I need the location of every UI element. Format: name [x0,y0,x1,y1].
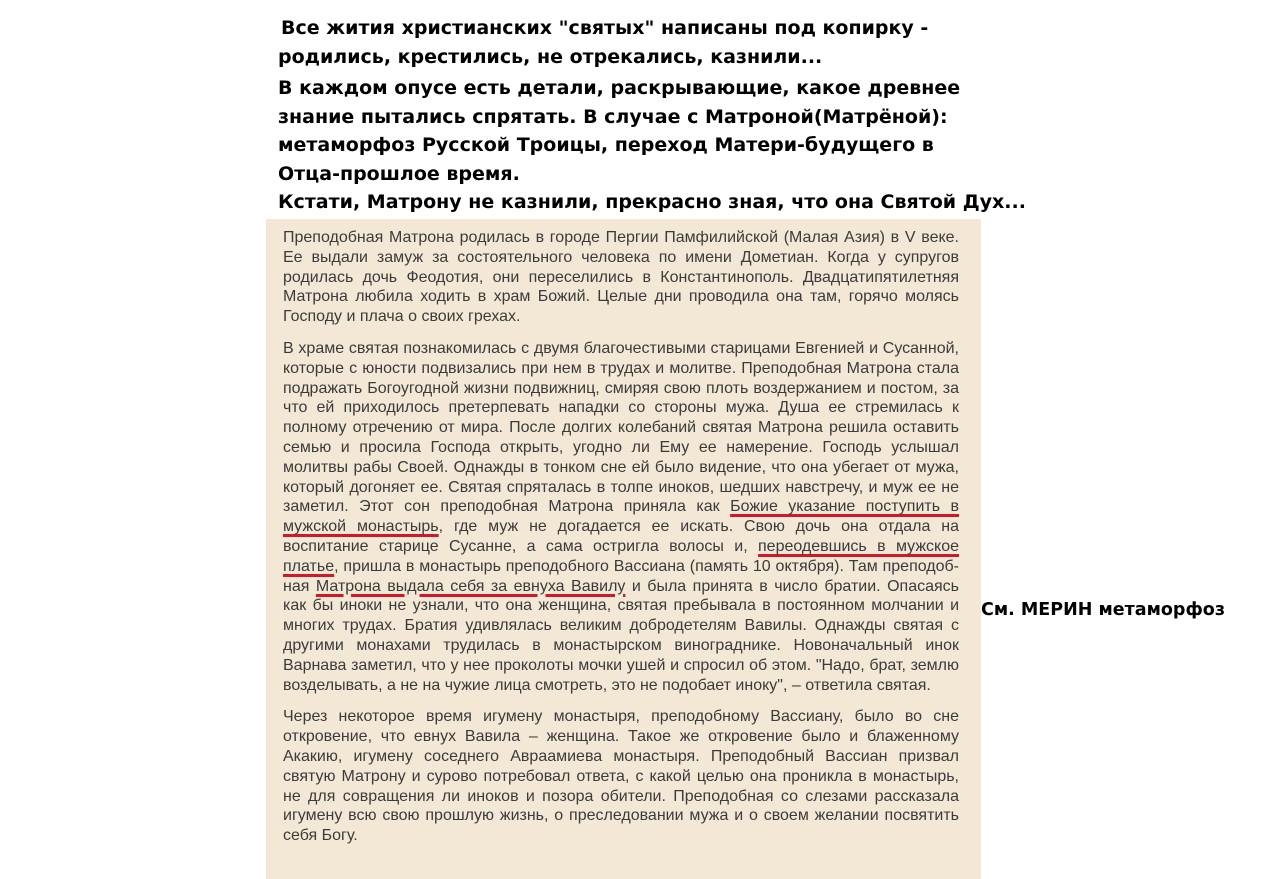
caption-line: Кстати, Матрону не казнили, прекрасно зная, что она Святой Дух... [278,191,1026,213]
highlight-underline: переодевшись в мужское платье [283,537,959,575]
caption-line: знание пытались спрятать. В случае с Матроной(Матрёной): [278,105,948,128]
text-span: В храме святая познакомилась с двумя благочестивыми старицами Евгенией и Сусанной, которые с юности подвизались при нем в трудах и молитве. Преподобная Матрона стала подражать Богоугодной жизни подвижниц, смиряя свою плоть воздержанием и постом, за что ей приходилось претерпевать нападки со стороны мужа. Душа ее стремилась к полному отречению от мира. После долгих колебаний святая Матрона решила оставить семью и просила Господа открыть, угодно ли Ему ее намерение. Господь услышал молитвы рабы Своей. Однажды в тонком сне ей было видение, что она убегает от мужа, который догоняет ее. Святая спряталась в толпе иноков, шедших навстречу, и муж ее не заметил. Этот сон преподобная Матрона приняла как [283,339,959,516]
highlight-underline: Божие указание поступить в мужской монастырь [283,498,960,536]
highlight-underline: Матрона выдала себя за евнуха Вавилу [315,577,626,595]
text-span: и была принята в число братии. Опасаясь как бы иноки не узнали, что она женщина, святая пребывала в постоянном молчании и многих трудах. Братия удивлялась великим добродетелям Вавилы. Однажды святая с другими монахами трудилась в монастырском винограднике. Новоначальный инок Варнава заметил, что у нее проколоты мочки ушей и спросил об этом. "Надо, брат, землю возделывать, а не на чужие лица смотреть, это не подобает иноку", – ответила святая. [283,577,960,694]
caption-line: родились, крестились, не отрекались, казнили... [278,45,823,68]
caption-line: метаморфоз Русской Троицы, переход Матери-будущего в [278,134,934,156]
article-panel [266,219,981,879]
text-span: , где муж не догадается ее искать. Свою дочь она отдала на воспитание старице Сусанне, а сама остригла волосы и, [283,518,959,555]
article-paragraph [283,339,959,695]
caption-text [278,14,1038,217]
article-paragraph: Через некоторое время игумену монастыря, преподобному Вассиану, было во сне откровение, что евнух Вавила – женщина. Такое же откровение было и блаженному Акакию, игумену соседнего Авраамиева монастыря. Преподобный Вассиан призвал святую Матрону и сурово потребовал ответа, с какой целью она проникла в монастырь, не для совращения ли иноков и позора обители. Преподобная со слезами рассказала игумену всю свою прошлую жизнь, о преследовании мужа и о своем желании посвятить себя Богу. [283,708,959,845]
caption-line: Отца-прошлое время. [278,162,520,185]
caption-line: В каждом опусе есть детали, раскрывающие, какое древнее [278,77,961,99]
article-paragraph: Преподобная Матрона родилась в городе Пергии Памфилийской (Малая Азия) в V веке. Ее выдали замуж за состоятельного человека по имени Дометиан. Когда у супругов родилась дочь Феодотия, они переселились в Константинополь. Двадцатипятилетняя Матрона любила ходить в храм Божий. Целые дни проводила она там, горячо молясь Господу и плача о своих грехах. [283,229,959,326]
caption-line: Все жития христианских "святых" написаны под копирку - [281,17,929,39]
text-span: , пришла в монастырь преподобного Вассиана (память 10 октября). Там преподобная [283,557,959,595]
side-note: См. МЕРИН метаморфоз [981,600,1226,620]
